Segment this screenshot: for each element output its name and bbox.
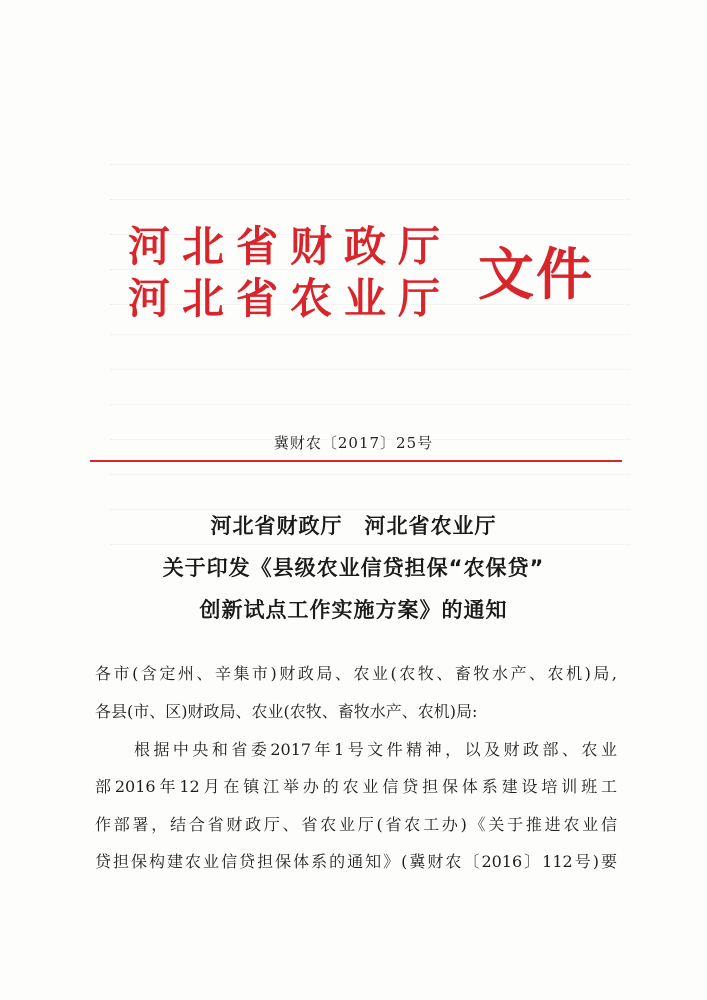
masthead-issuer-agriculture: 河北省农业厅: [128, 274, 453, 323]
red-masthead: [128, 222, 598, 332]
body-line: 各县(市、区)财政局、农业(农牧、畜牧水产、农机)局:: [95, 702, 478, 721]
body-line: 根据中央和省委2017年1号文件精神，以及财政部、农业: [95, 740, 617, 759]
red-separator-rule: [90, 460, 622, 462]
title-issuers: [0, 510, 707, 540]
body-line: 部2016年12月在镇江举办的农业信贷担保体系建设培训班工: [95, 777, 617, 796]
title-line-3: 创新试点工作实施方案》的通知: [199, 598, 508, 622]
document-number: 冀财农〔2017〕25号: [273, 434, 434, 452]
title-issuer-agriculture: 河北省农业厅: [364, 514, 497, 538]
title-issuer-finance: 河北省财政厅: [210, 514, 343, 538]
body-line: 各市(含定州、辛集市)财政局、农业(农牧、畜牧水产、农机)局,: [95, 664, 617, 683]
body-line: 贷担保构建农业信贷担保体系的通知》(冀财农〔2016〕112号)要: [95, 852, 617, 871]
masthead-issuer-finance: 河北省财政厅: [128, 222, 453, 271]
masthead-document-label: 文件: [478, 243, 594, 308]
body-line: 作部署，结合省财政厅、省农业厅(省农工办)《关于推进农业信: [95, 815, 617, 834]
title-line-2: 关于印发《县级农业信贷担保“农保贷”: [162, 556, 545, 580]
